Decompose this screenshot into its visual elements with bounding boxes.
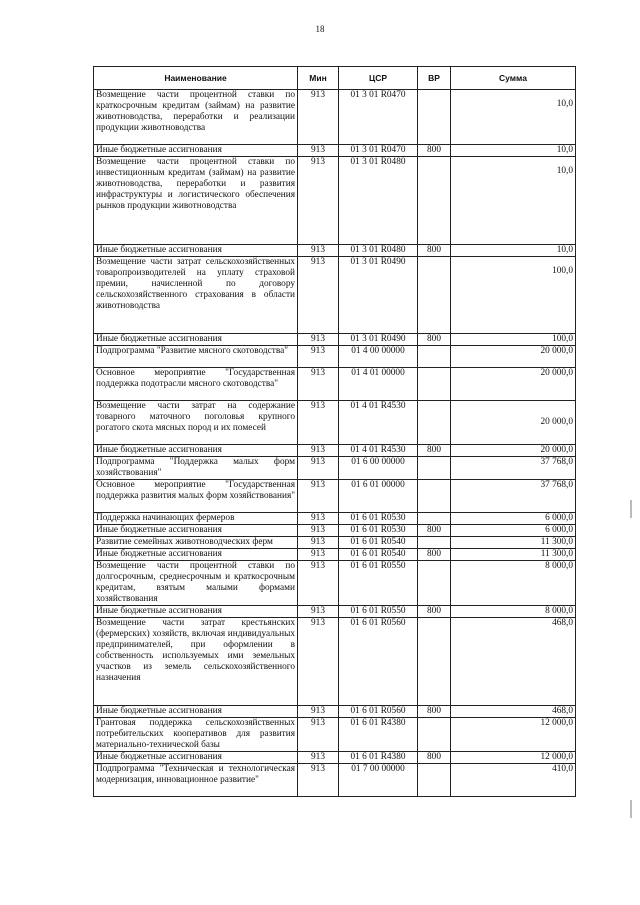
row-min: 913 [298,346,339,368]
row-vr: 800 [418,334,451,346]
row-name: Подпрограмма "Развитие мясного скотоводства" [94,346,298,368]
row-min: 913 [298,706,339,718]
row-csr: 01 4 01 R4530 [339,445,418,457]
header-name: Наименование [94,67,298,90]
row-min: 913 [298,764,339,797]
row-name: Основное мероприятие "Государственная поддержка подотрасли мясного скотоводства" [94,368,298,401]
row-sum: 6 000,0 [451,525,576,537]
row-name: Поддержка начинающих фермеров [94,513,298,525]
row-sum: 20 000,0 [451,401,576,445]
row-csr: 01 4 01 R4530 [339,401,418,445]
row-min: 913 [298,245,339,257]
row-sum: 8 000,0 [451,606,576,618]
row-vr: 800 [418,145,451,157]
row-csr: 01 3 01 R0490 [339,257,418,334]
row-sum: 10,0 [451,245,576,257]
row-sum: 11 300,0 [451,549,576,561]
table-row [94,90,576,145]
row-name: Иные бюджетные ассигнования [94,606,298,618]
row-vr [418,401,451,445]
row-sum: 100,0 [451,257,576,334]
header-vr: ВР [418,67,451,90]
row-vr [418,718,451,752]
row-name: Иные бюджетные ассигнования [94,525,298,537]
row-vr [418,368,451,401]
table-row [94,257,576,334]
row-csr: 01 3 01 R0480 [339,157,418,245]
row-vr [418,513,451,525]
row-vr [418,480,451,513]
row-sum: 6 000,0 [451,513,576,525]
table-row [94,618,576,706]
row-vr: 800 [418,525,451,537]
row-sum: 468,0 [451,706,576,718]
table-row [94,513,576,525]
row-name: Возмещение части процентной ставки по инвестиционным кредитам (займам) на развитие животноводства, переработки и развития инфраструктуры и логистического обеспечения рынков продукции животноводства [94,157,298,245]
row-vr [418,257,451,334]
table-row [94,145,576,157]
row-vr: 800 [418,706,451,718]
row-csr: 01 4 01 00000 [339,368,418,401]
row-csr: 01 6 01 R0530 [339,513,418,525]
row-sum: 20 000,0 [451,368,576,401]
row-name: Грантовая поддержка сельскохозяйственных потребительских кооперативов для развития материально-технической базы [94,718,298,752]
table-row [94,480,576,513]
table-row [94,706,576,718]
row-min: 913 [298,145,339,157]
table-row [94,561,576,606]
row-sum: 12 000,0 [451,718,576,752]
row-name: Возмещение части затрат сельскохозяйственных товаропроизводителей на уплату страховой премии, начисленной по договору сельскохозяйственного страхования в области животноводства [94,257,298,334]
row-csr: 01 6 01 R0560 [339,706,418,718]
table-row [94,334,576,346]
row-min: 913 [298,549,339,561]
row-name: Иные бюджетные ассигнования [94,752,298,764]
row-name: Возмещение части процентной ставки по краткосрочным кредитам (займам) на развитие животноводства, переработки и реализации продукции животноводства [94,90,298,145]
table-row [94,752,576,764]
row-vr [418,157,451,245]
row-vr [418,90,451,145]
row-name: Возмещение части затрат крестьянских (фермерских) хозяйств, включая индивидуальных предпринимателей, при оформлении в собственность используемых ими земельных участков из земель сельскохозяйственного назначения [94,618,298,706]
row-sum: 20 000,0 [451,445,576,457]
row-sum: 37 768,0 [451,457,576,480]
row-csr: 01 6 01 R0560 [339,618,418,706]
row-min: 913 [298,537,339,549]
row-vr: 800 [418,549,451,561]
row-name: Иные бюджетные ассигнования [94,145,298,157]
header-sum: Сумма [451,67,576,90]
row-min: 913 [298,401,339,445]
row-vr [418,561,451,606]
row-sum: 8 000,0 [451,561,576,606]
row-min: 913 [298,525,339,537]
row-min: 913 [298,718,339,752]
row-vr [418,537,451,549]
row-sum: 10,0 [451,145,576,157]
row-name: Подпрограмма "Поддержка малых форм хозяйствования" [94,457,298,480]
row-csr: 01 3 01 R0470 [339,145,418,157]
table-row [94,157,576,245]
table-row [94,549,576,561]
row-min: 913 [298,90,339,145]
row-sum: 410,0 [451,764,576,797]
scan-mark [630,800,632,818]
row-min: 913 [298,752,339,764]
row-csr: 01 6 01 00000 [339,480,418,513]
row-min: 913 [298,561,339,606]
page-number: 18 [315,24,325,34]
row-min: 913 [298,257,339,334]
row-name: Иные бюджетные ассигнования [94,245,298,257]
row-sum: 10,0 [451,157,576,245]
row-csr: 01 6 01 R0530 [339,525,418,537]
row-vr [418,764,451,797]
table-row [94,368,576,401]
row-csr: 01 3 01 R0480 [339,245,418,257]
row-vr: 800 [418,752,451,764]
row-min: 913 [298,618,339,706]
row-name: Возмещение части затрат на содержание товарного маточного поголовья крупного рогатого скота мясных пород и их помесей [94,401,298,445]
row-sum: 468,0 [451,618,576,706]
row-vr [418,346,451,368]
table-row [94,457,576,480]
row-min: 913 [298,157,339,245]
row-vr [418,618,451,706]
row-sum: 10,0 [451,90,576,145]
header-csr: ЦСР [339,67,418,90]
row-min: 913 [298,606,339,618]
budget-table [93,66,576,797]
row-min: 913 [298,513,339,525]
row-csr: 01 6 01 R0540 [339,537,418,549]
table-row [94,346,576,368]
row-vr: 800 [418,245,451,257]
row-sum: 100,0 [451,334,576,346]
table-row [94,245,576,257]
row-name: Основное мероприятие "Государственная поддержка развития малых форм хозяйствования" [94,480,298,513]
row-min: 913 [298,334,339,346]
table-row [94,401,576,445]
row-min: 913 [298,480,339,513]
scan-mark [630,500,632,518]
row-csr: 01 6 01 R0550 [339,606,418,618]
header-min: Мин [298,67,339,90]
row-csr: 01 6 01 R0540 [339,549,418,561]
row-sum: 37 768,0 [451,480,576,513]
table-row [94,537,576,549]
row-name: Иные бюджетные ассигнования [94,334,298,346]
row-name: Иные бюджетные ассигнования [94,549,298,561]
row-name: Иные бюджетные ассигнования [94,706,298,718]
row-name: Развитие семейных животноводческих ферм [94,537,298,549]
table-row [94,718,576,752]
table-row [94,764,576,797]
row-sum: 11 300,0 [451,537,576,549]
row-vr [418,457,451,480]
row-sum: 12 000,0 [451,752,576,764]
row-min: 913 [298,368,339,401]
row-csr: 01 6 01 R0550 [339,561,418,606]
row-vr: 800 [418,606,451,618]
table-row [94,606,576,618]
row-csr: 01 6 00 00000 [339,457,418,480]
row-name: Иные бюджетные ассигнования [94,445,298,457]
table-row [94,525,576,537]
row-csr: 01 4 00 00000 [339,346,418,368]
row-csr: 01 7 00 00000 [339,764,418,797]
table-header-row [94,67,576,90]
row-csr: 01 3 01 R0470 [339,90,418,145]
table-row [94,445,576,457]
row-vr: 800 [418,445,451,457]
row-csr: 01 3 01 R0490 [339,334,418,346]
row-sum: 20 000,0 [451,346,576,368]
row-csr: 01 6 01 R4380 [339,752,418,764]
row-min: 913 [298,457,339,480]
row-min: 913 [298,445,339,457]
row-name: Подпрограмма "Техническая и технологическая модернизация, инновационное развитие" [94,764,298,797]
row-name: Возмещение части процентной ставки по долгосрочным, среднесрочным и краткосрочным кредитам, взятым малыми формами хозяйствования [94,561,298,606]
row-csr: 01 6 01 R4380 [339,718,418,752]
